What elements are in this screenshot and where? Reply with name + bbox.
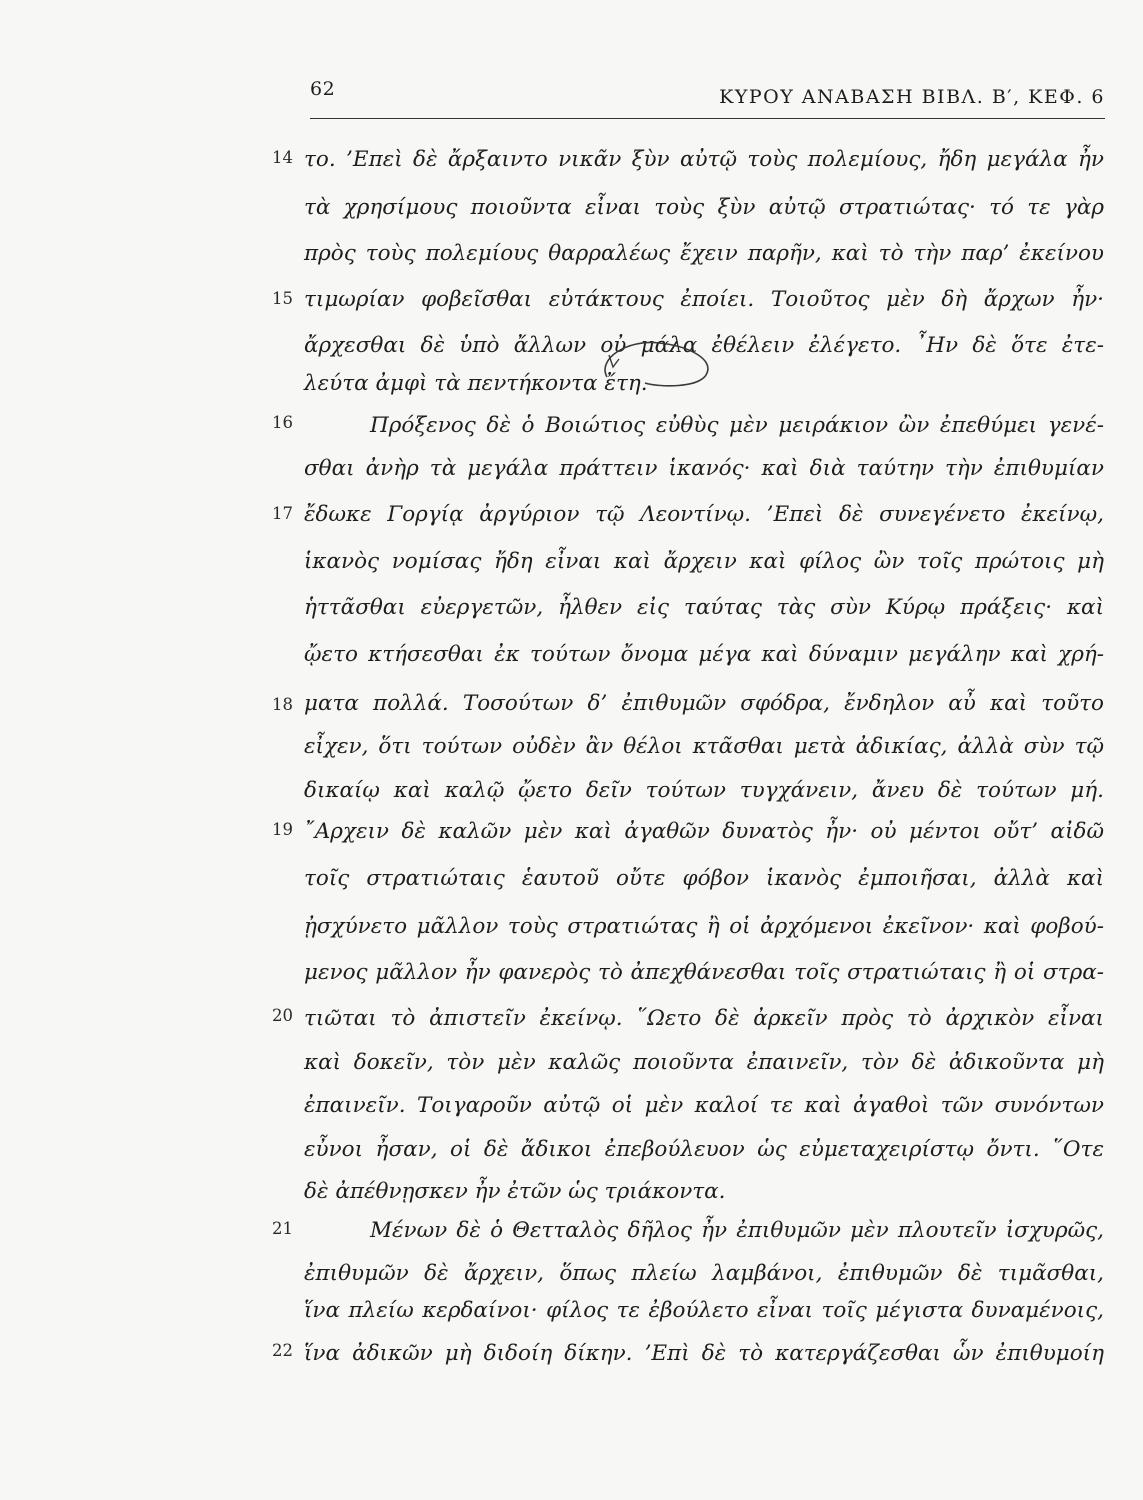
section-number: 22: [272, 1341, 293, 1360]
section-number: 17: [272, 504, 293, 523]
section-number: 18: [272, 695, 293, 714]
text-line: σθαι ἀνὴρ τὰ μεγάλα πράττειν ἱκανός· καὶ διὰ ταύτην τὴν ἐπιθυμίαν: [304, 456, 1104, 481]
text-line: ἔδωκε Γοργίᾳ ἀργύριον τῷ Λεοντίνῳ. ’Επεὶ δὲ συνεγένετο ἐκείνῳ,: [304, 502, 1104, 527]
text-line: τοῖς στρατιώταις ἑαυτοῦ οὔτε φόβον ἱκανὸς ἐμποιῆσαι, ἀλλὰ καὶ: [304, 866, 1104, 891]
text-line: τιμωρίαν φοβεῖσθαι εὐτάκτους ἐποίει. Τοιοῦτος μὲν δὴ ἄρχων ἦν·: [304, 287, 1104, 312]
text-line: Πρόξενος δὲ ὁ Βοιώτιος εὐθὺς μὲν μειράκιον ὢν ἐπεθύμει γενέ-: [370, 413, 1104, 438]
section-number: 21: [272, 1219, 293, 1238]
text-line: τὰ χρησίμους ποιοῦντα εἶναι τοὺς ξὺν αὐτῷ στρατιώτας· τό τε γὰρ: [304, 195, 1104, 220]
text-line: ἵνα ἀδικῶν μὴ διδοίη δίκην. ’Επὶ δὲ τὸ κατεργάζεσθαι ὧν ἐπιθυμοίη: [304, 1341, 1104, 1366]
text-line: εὖνοι ἦσαν, οἱ δὲ ἄδικοι ἐπεβούλευον ὡς εὐμεταχειρίστῳ ὄντι. ῞Οτε: [304, 1137, 1104, 1162]
text-line: δὲ ἀπέθνῃσκεν ἦν ἐτῶν ὡς τριάκοντα.: [304, 1179, 726, 1204]
text-line: ματα πολλά. Τοσούτων δ’ ἐπιθυμῶν σφόδρα, ἔνδηλον αὖ καὶ τοῦτο: [304, 691, 1104, 716]
text-line: ᾤετο κτήσεσθαι ἐκ τούτων ὄνομα μέγα καὶ δύναμιν μεγάλην καὶ χρή-: [304, 642, 1104, 667]
text-line: ῎Αρχειν δὲ καλῶν μὲν καὶ ἀγαθῶν δυνατὸς ἦν· οὐ μέντοι οὔτ’ αἰδῶ: [304, 819, 1104, 844]
text-line: λεύτα ἀμφὶ τὰ πεντήκοντα ἔτη.: [304, 371, 648, 396]
running-title: ΚΥΡΟΥ ΑΝΑΒΑΣΗ ΒΙΒΛ. Β′, ΚΕΦ. 6: [719, 86, 1105, 108]
text-line: τιῶται τὸ ἀπιστεῖν ἐκείνῳ. ῞Ωετο δὲ ἀρκεῖν πρὸς τὸ ἀρχικὸν εἶναι: [304, 1006, 1104, 1031]
text-line: καὶ δοκεῖν, τὸν μὲν καλῶς ποιοῦντα ἐπαινεῖν, τὸν δὲ ἀδικοῦντα μὴ: [304, 1050, 1104, 1075]
text-line: ἐπιθυμῶν δὲ ἄρχειν, ὅπως πλείω λαμβάνοι, ἐπιθυμῶν δὲ τιμᾶσθαι,: [304, 1261, 1104, 1286]
text-line: ἵνα πλείω κερδαίνοι· φίλος τε ἐβούλετο εἶναι τοῖς μέγιστα δυναμένοις,: [304, 1298, 1104, 1323]
section-number: 16: [272, 413, 293, 432]
text-line: ἡττᾶσθαι εὐεργετῶν, ἦλθεν εἰς ταύτας τὰς σὺν Κύρῳ πράξεις· καὶ: [304, 595, 1104, 620]
text-line: εἶχεν, ὅτι τούτων οὐδὲν ἂν θέλοι κτᾶσθαι μετὰ ἀδικίας, ἀλλὰ σὺν τῷ: [304, 734, 1104, 759]
text-line: το. ’Επεὶ δὲ ἄρξαιντο νικᾶν ξὺν αὐτῷ τοὺς πολεμίους, ἤδη μεγάλα ἦν: [304, 147, 1104, 172]
text-line: ἐπαινεῖν. Τοιγαροῦν αὐτῷ οἱ μὲν καλοί τε καὶ ἀγαθοὶ τῶν συνόντων: [304, 1093, 1104, 1118]
text-line: δικαίῳ καὶ καλῷ ᾤετο δεῖν τούτων τυγχάνειν, ἄνευ δὲ τούτων μή.: [304, 778, 1104, 803]
section-number: 14: [272, 148, 293, 167]
page-number: 62: [310, 78, 336, 100]
section-number: 19: [272, 820, 293, 839]
text-line: ἱκανὸς νομίσας ἤδη εἶναι καὶ ἄρχειν καὶ φίλος ὢν τοῖς πρώτοις μὴ: [304, 549, 1104, 574]
text-line: ᾐσχύνετο μᾶλλον τοὺς στρατιώτας ἢ οἱ ἀρχόμενοι ἐκεῖνον· καὶ φοβού-: [304, 914, 1104, 939]
text-line: πρὸς τοὺς πολεμίους θαρραλέως ἔχειν παρῆν, καὶ τὸ τὴν παρ’ ἐκείνου: [304, 241, 1104, 266]
text-line: μενος μᾶλλον ἦν φανερὸς τὸ ἀπεχθάνεσθαι τοῖς στρατιώταις ἢ οἱ στρα-: [304, 960, 1104, 985]
section-number: 15: [272, 289, 293, 308]
running-header: [310, 74, 1105, 119]
text-line: ἄρχεσθαι δὲ ὑπὸ ἄλλων οὐ μάλα ἐθέλειν ἐλέγετο. ῏Ην δὲ ὅτε ἐτε-: [304, 333, 1104, 358]
section-number: 20: [272, 1006, 293, 1025]
text-line: Μένων δὲ ὁ Θετταλὸς δῆλος ἦν ἐπιθυμῶν μὲν πλουτεῖν ἰσχυρῶς,: [370, 1218, 1104, 1243]
